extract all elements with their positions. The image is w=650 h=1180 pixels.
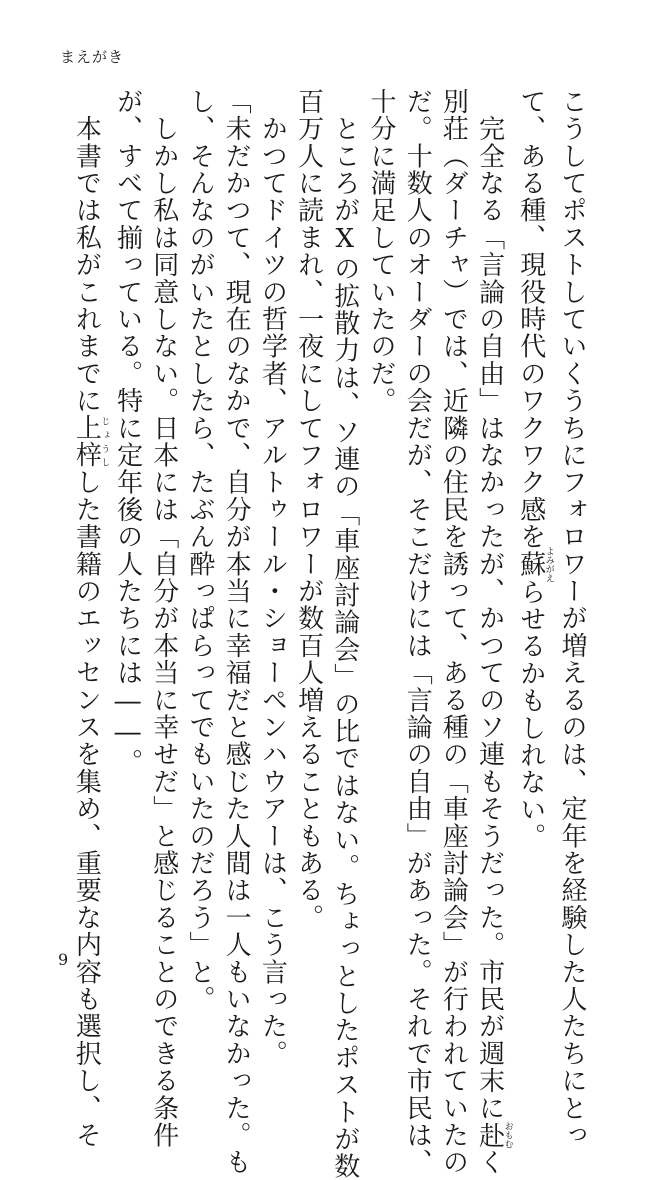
furigana-annotation: 蘇よみがえ	[515, 546, 554, 583]
vertical-body-text	[68, 88, 590, 1180]
text-line-9: かつてドイツの哲学者、アルトゥール・ショーペンハウアーは、こう言った。	[257, 115, 288, 1068]
text-line-7: ところがXの拡散力は、ソ連の「車座討論会」の比ではない。ちょっとしたポストが数	[329, 115, 360, 1180]
text-line-11: し、そんなのがいたとしたら、たぶん酔っぱらってでもいたのだろう」と。	[184, 88, 215, 1013]
text-line-5: だ。十数人のオーダーの会だが、そこだけには「言論の自由」があった。それで市民は、	[402, 88, 433, 1176]
text-line-10: 「未だかつて、現在のなかで、自分が本当に幸福だと感じた人間は一人もいなかった。も	[221, 88, 252, 1176]
text-line-3: 完全なる「言論の自由」はなかったが、かつてのソ連もそうだった。市民が週末に赴おもむく	[474, 115, 513, 1177]
text-line-4: 別荘（ダーチャ）では、近隣の住民を誘って、ある種の「車座討論会」が行われていたの	[438, 88, 469, 1176]
furigana-annotation: 上梓じょうし	[71, 414, 110, 469]
page-number: 9	[58, 950, 69, 969]
text-line-13: が、すべて揃っている。特に定年後の人たちには――。	[112, 88, 143, 776]
furigana-annotation: 赴おもむ	[474, 1121, 513, 1149]
text-line-14: 本書では私がこれまでに上梓じょうしした書籍のエッセンスを集め、重要な内容も選択し、そ	[71, 115, 110, 1149]
running-header: まえがき	[60, 48, 125, 66]
text-line-6: 十分に満足していたのだ。	[365, 88, 396, 415]
text-line-8: 百万人に読まれ、一夜にしてフォロワーが数百人増えることもある。	[293, 88, 324, 932]
text-line-12: しかし私は同意しない。日本には「自分が本当に幸せだ」と感じることのできる条件	[148, 115, 179, 1149]
body-paragraphs	[68, 88, 590, 1180]
text-line-1: こうしてポストしていくうちにフォロワーが増えるのは、定年を経験した人たちにとっ	[557, 88, 587, 1149]
text-line-2: て、ある種、現役時代のワクワク感を蘇よみがえらせるかもしれない。	[515, 88, 554, 851]
